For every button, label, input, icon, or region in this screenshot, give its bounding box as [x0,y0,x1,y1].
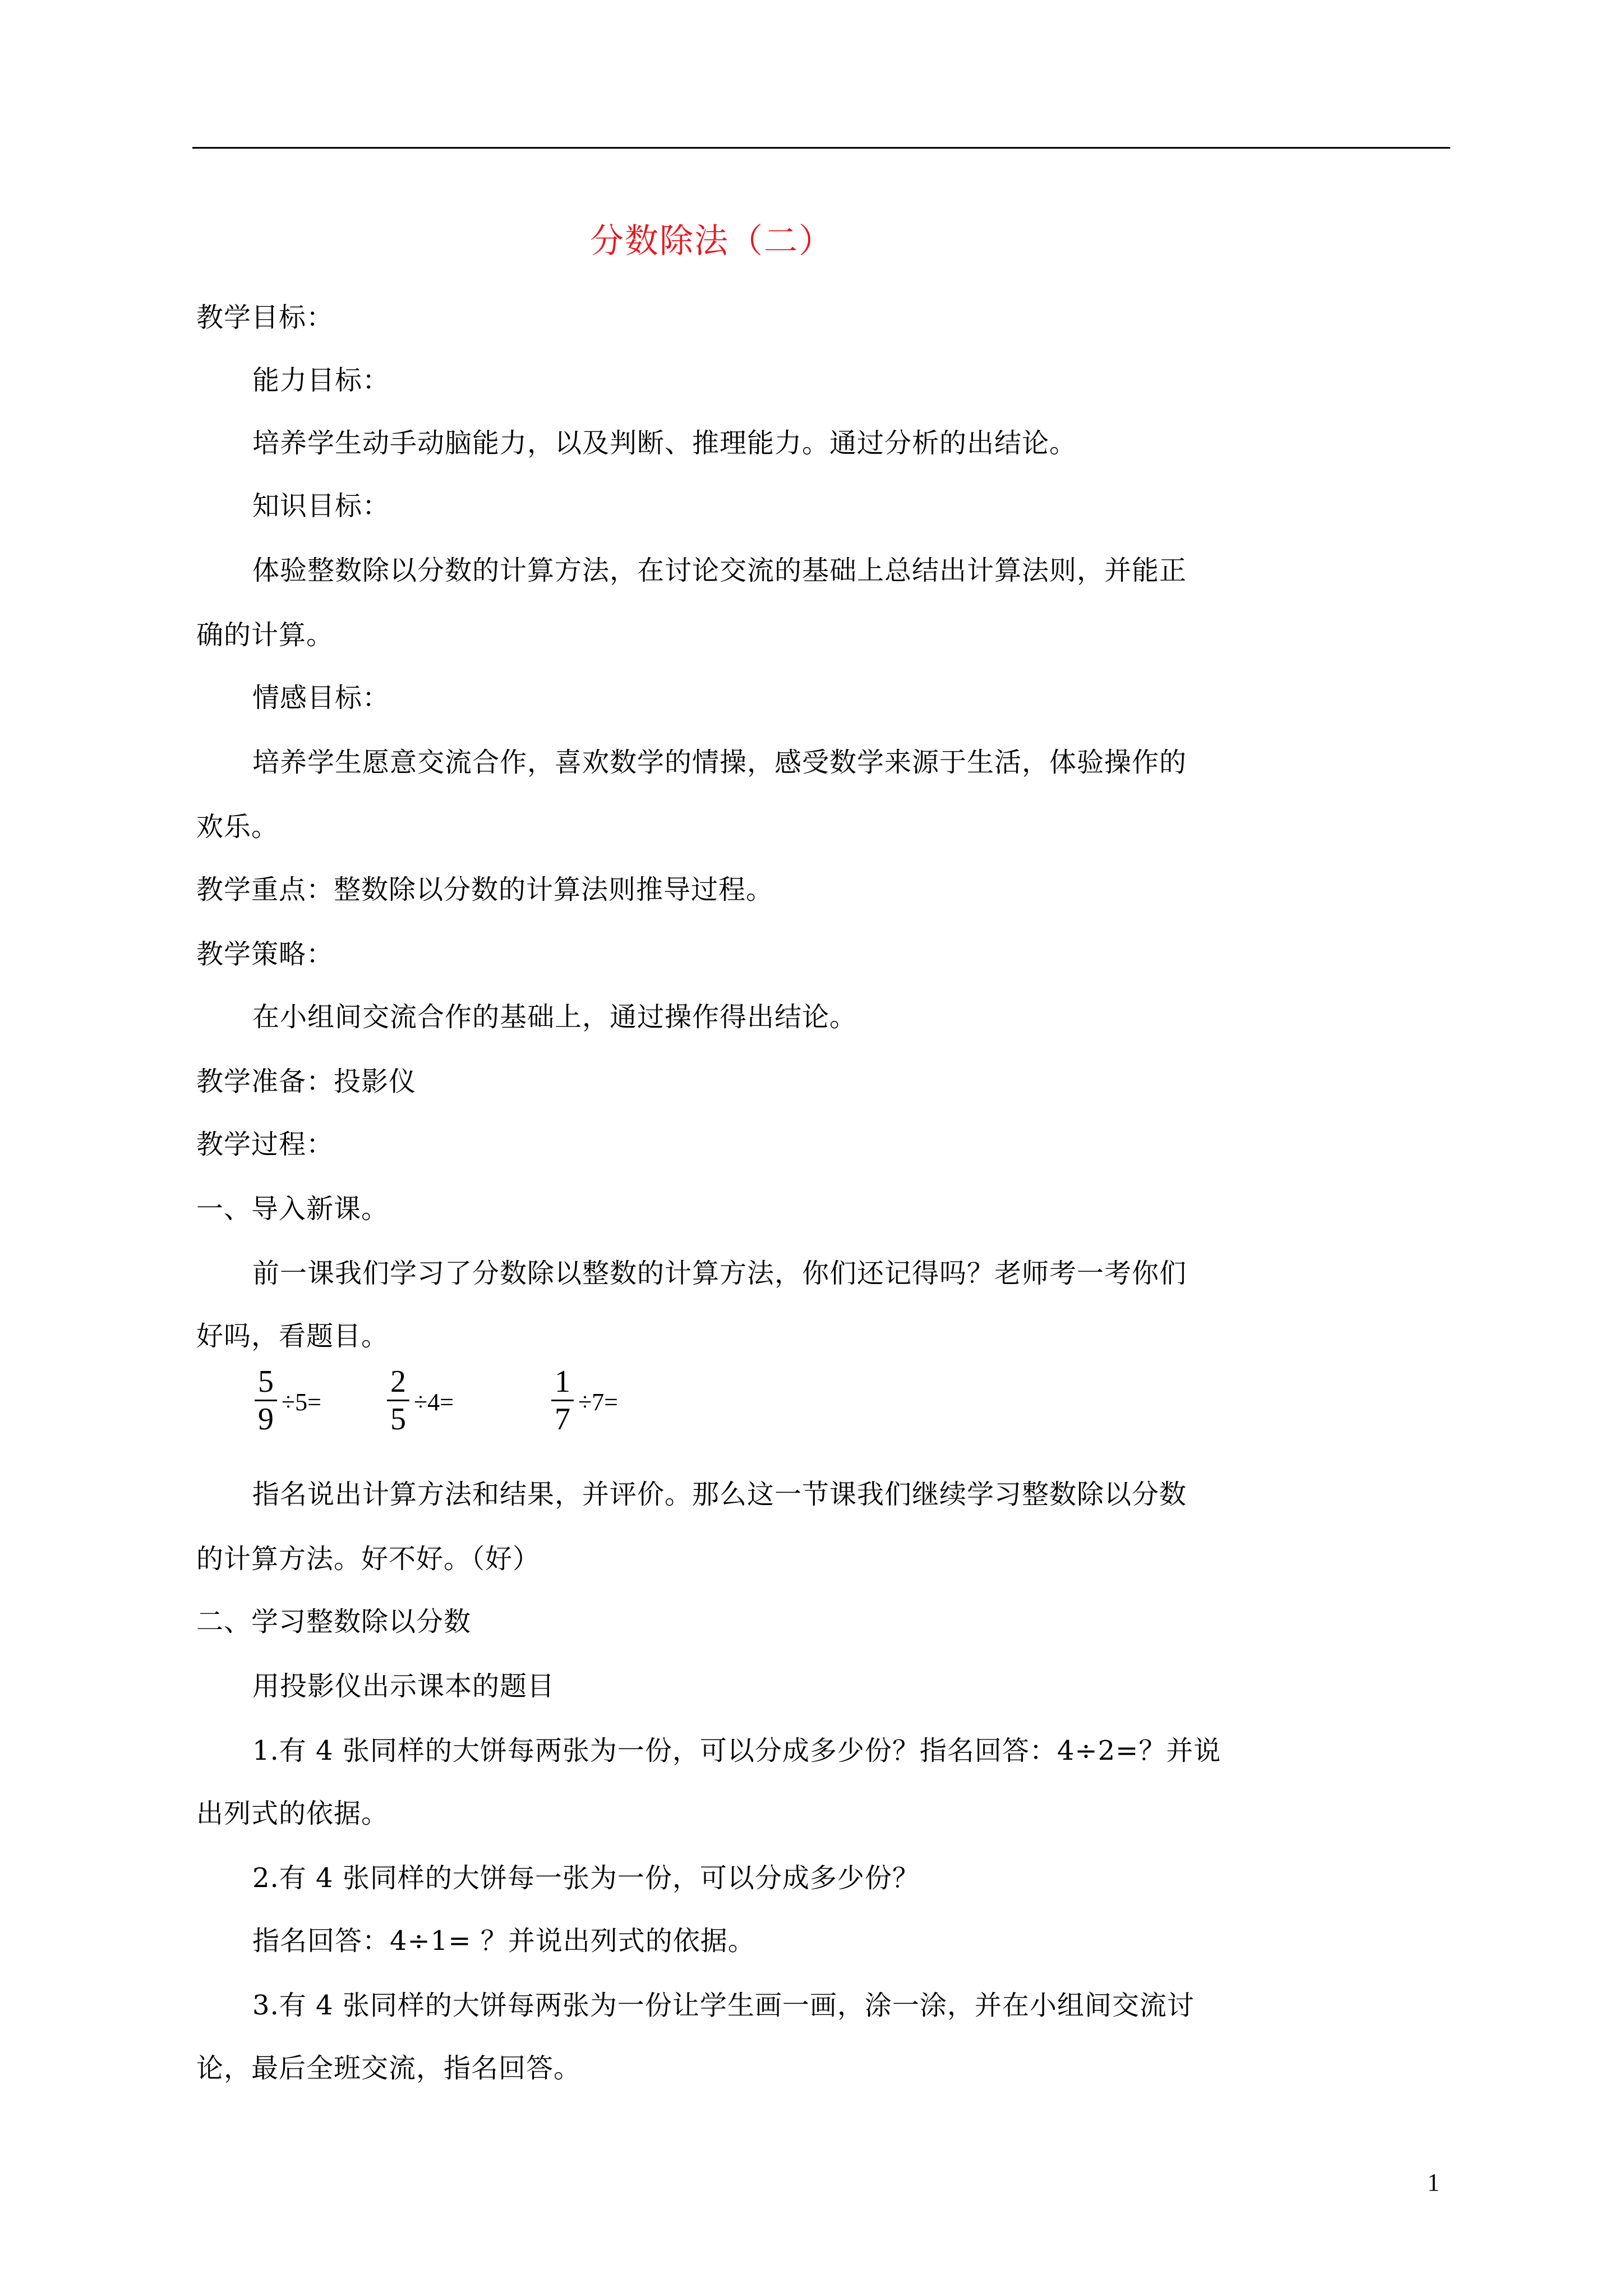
header-rule [192,147,1450,149]
fraction-1-bar [255,1400,277,1401]
paragraph-evaluate: 指名说出计算方法和结果，并评价。那么这一节课我们继续学习整数除以分数 [252,1479,1187,1510]
paragraph-strategy: 教学策略： [196,938,334,970]
paragraph-ability-desc: 培养学生动手动脑能力，以及判断、推理能力。通过分析的出结论。 [252,427,1077,459]
paragraph-question-1-cont: 出列式的依据。 [196,1798,389,1829]
fraction-2 [386,1365,411,1436]
section-learn-heading: 二、学习整数除以分数 [196,1606,472,1637]
fraction-1 [253,1365,278,1436]
paragraph-ability-goal: 能力目标： [252,365,390,396]
paragraph-teaching-goals: 教学目标： [196,302,334,333]
paragraph-knowledge-desc: 体验整数除以分数的计算方法，在讨论交流的基础上总结出计算法则，并能正 [252,555,1187,586]
paragraph-knowledge-desc-cont: 确的计算。 [196,619,334,651]
page-title: 分数除法（二） [590,222,833,261]
paragraph-intro-desc: 前一课我们学习了分数除以整数的计算方法，你们还记得吗？老师考一考你们 [252,1258,1187,1289]
fraction-3-bar [551,1400,574,1401]
paragraph-question-3-cont: 论，最后全班交流，指名回答。 [196,2053,582,2084]
page-number: 1 [1427,2169,1440,2196]
paragraph-strategy-desc: 在小组间交流合作的基础上，通过操作得出结论。 [252,1001,857,1033]
exercise-1-operation: ÷5= [282,1388,321,1416]
paragraph-preparation: 教学准备：投影仪 [196,1066,417,1097]
paragraph-emotion-goal: 情感目标： [252,682,390,714]
paragraph-knowledge-goal: 知识目标： [252,490,390,522]
paragraph-emotion-desc: 培养学生愿意交流合作，喜欢数学的情操，感受数学来源于生活，体验操作的 [252,747,1187,778]
paragraph-question-3: 3.有 4 张同样的大饼每两张为一份让学生画一画，涂一涂，并在小组间交流讨 [252,1990,1195,2021]
paragraph-question-2: 2.有 4 张同样的大饼每一张为一份，可以分成多少份？ [252,1862,920,1894]
fraction-1-denominator: 9 [258,1402,274,1437]
paragraph-evaluate-cont: 的计算方法。好不好。（好） [196,1543,541,1575]
fraction-2-numerator: 2 [390,1364,406,1399]
section-intro-heading: 一、导入新课。 [196,1193,389,1225]
fraction-3-numerator: 1 [555,1364,570,1399]
fraction-2-denominator: 5 [390,1402,406,1437]
fraction-3 [550,1365,575,1436]
fraction-1-numerator: 5 [258,1364,274,1399]
exercise-3-operation: ÷7= [578,1388,618,1416]
exercise-2-operation: ÷4= [414,1388,454,1416]
paragraph-question-1: 1.有 4 张同样的大饼每两张为一份，可以分成多少份？指名回答：4÷2=？并说 [252,1735,1221,1766]
fraction-3-denominator: 7 [555,1402,570,1437]
paragraph-question-2-answer: 指名回答：4÷1= ？并说出列式的依据。 [252,1925,755,1957]
paragraph-intro-desc-cont: 好吗，看题目。 [196,1320,389,1352]
fraction-2-bar [387,1400,409,1401]
paragraph-emotion-desc-cont: 欢乐。 [196,811,279,843]
paragraph-projector: 用投影仪出示课本的题目 [252,1671,555,1702]
paragraph-process: 教学过程： [196,1129,334,1160]
paragraph-key-point: 教学重点：整数除以分数的计算法则推导过程。 [196,874,774,905]
